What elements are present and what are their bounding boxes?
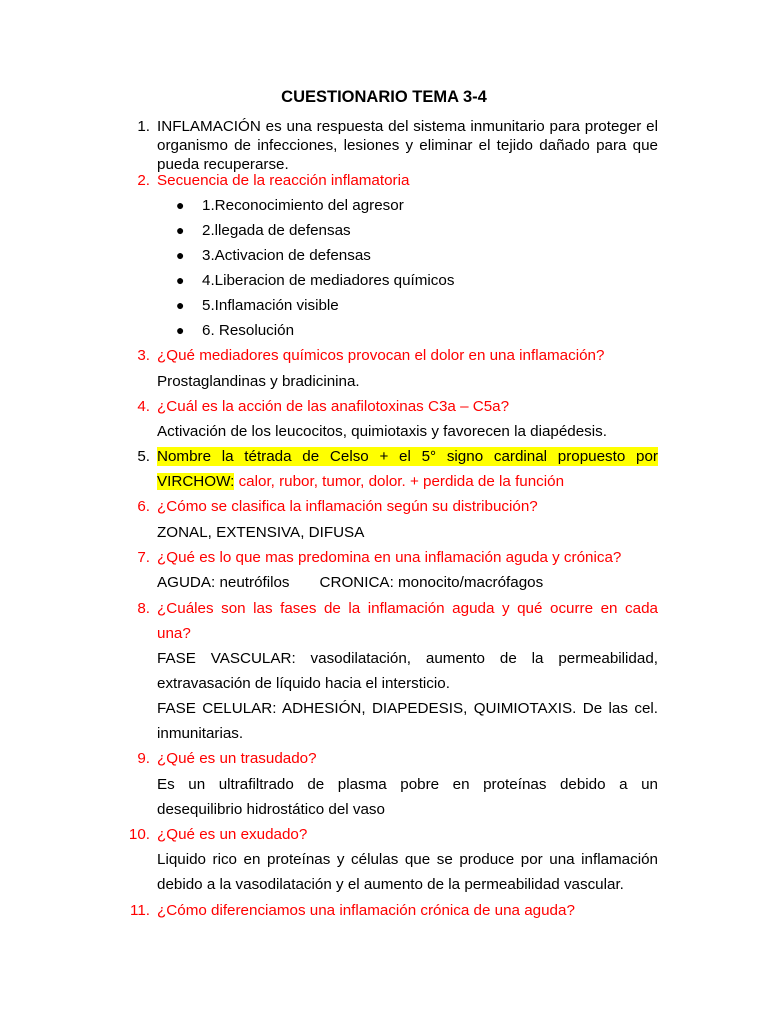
- list-item: 5.Inflamación visible: [202, 297, 339, 314]
- item-1-text: INFLAMACIÓN es una respuesta del sistema inmunitario para proteger el organismo de infecciones, lesiones y eliminar el tejido dañado para que pueda recuperarse.: [157, 118, 658, 173]
- item-10-answer-line-1: Liquido rico en proteínas y células que se produce por una inflamación: [157, 851, 658, 868]
- answer-aguda: AGUDA: neutrófilos: [157, 574, 290, 591]
- item-number-5: 5.: [137, 448, 150, 465]
- item-number-4: 4.: [137, 398, 150, 415]
- item-7-answer: [157, 573, 658, 592]
- bullet-icon: ●: [176, 197, 185, 213]
- item-5-answer: calor, rubor, tumor, dolor. + perdida de la función: [234, 473, 565, 490]
- item-10-question: ¿Qué es un exudado?: [157, 826, 308, 843]
- item-8-answer-2-line-1: FASE CELULAR: ADHESIÓN, DIAPEDESIS, QUIMIOTAXIS. De las cel.: [157, 700, 658, 717]
- item-number-1: 1.: [137, 118, 150, 135]
- item-9-answer-line-1: Es un ultrafiltrado de plasma pobre en proteínas debido a un: [157, 776, 658, 793]
- list-item: 2.llegada de defensas: [202, 222, 351, 239]
- item-4-answer: Activación de los leucocitos, quimiotaxis y favorecen la diapédesis.: [157, 423, 607, 440]
- list-item: 6. Resolución: [202, 322, 295, 339]
- item-6-question: ¿Cómo se clasifica la inflamación según su distribución?: [157, 498, 538, 515]
- list-item: 1.Reconocimiento del agresor: [202, 197, 404, 214]
- item-9-answer-line-2: desequilibrio hidrostático del vaso: [157, 801, 385, 818]
- bullet-icon: ●: [176, 247, 185, 263]
- list-item: 4.Liberacion de mediadores químicos: [202, 272, 455, 289]
- bullet-icon: ●: [176, 297, 185, 313]
- item-3-answer: Prostaglandinas y bradicinina.: [157, 373, 360, 390]
- item-8-question-line-2: una?: [157, 625, 191, 642]
- answer-cronica: CRONICA: monocito/macrófagos: [319, 574, 544, 591]
- item-8-question-line-1: ¿Cuáles son las fases de la inflamación aguda y qué ocurre en cada: [157, 600, 658, 617]
- item-number-8: 8.: [137, 600, 150, 617]
- highlighted-text: VIRCHOW:: [157, 473, 235, 490]
- item-10-answer-line-2: debido a la vasodilatación y el aumento de la permeabilidad vascular.: [157, 876, 624, 893]
- item-5-question-line-2: [157, 472, 658, 491]
- bullet-icon: ●: [176, 272, 185, 288]
- item-number-10: 10.: [128, 826, 150, 843]
- item-number-6: 6.: [137, 498, 150, 515]
- item-2-question: Secuencia de la reacción inflamatoria: [157, 172, 410, 189]
- item-number-9: 9.: [137, 750, 150, 767]
- item-3-question: ¿Qué mediadores químicos provocan el dolor en una inflamación?: [157, 347, 605, 364]
- item-8-answer-1-line-1: FASE VASCULAR: vasodilatación, aumento de la permeabilidad,: [157, 650, 658, 667]
- list-item: 3.Activacion de defensas: [202, 247, 371, 264]
- item-number-2: 2.: [137, 172, 150, 189]
- item-8-answer-2-line-2: inmunitarias.: [157, 725, 244, 742]
- item-number-11: 11.: [130, 902, 150, 919]
- bullet-icon: ●: [176, 222, 185, 238]
- item-number-3: 3.: [137, 347, 150, 364]
- item-8-answer-1-line-2: extravasación de líquido hacia el intersticio.: [157, 675, 450, 692]
- item-6-answer: ZONAL, EXTENSIVA, DIFUSA: [157, 524, 365, 541]
- item-4-question: ¿Cuál es la acción de las anafilotoxinas C3a – C5a?: [157, 398, 510, 415]
- page-title: CUESTIONARIO TEMA 3-4: [281, 88, 487, 106]
- item-11-question: ¿Cómo diferenciamos una inflamación crónica de una aguda?: [157, 902, 575, 919]
- item-number-7: 7.: [137, 549, 150, 566]
- bullet-icon: ●: [176, 322, 185, 338]
- item-9-question: ¿Qué es un trasudado?: [157, 750, 317, 767]
- item-7-question: ¿Qué es lo que mas predomina en una inflamación aguda y crónica?: [157, 549, 622, 566]
- highlighted-text: Nombre la tétrada de Celso + el 5° signo cardinal propuesto por: [157, 448, 658, 465]
- item-5-question-line-1: [157, 447, 658, 466]
